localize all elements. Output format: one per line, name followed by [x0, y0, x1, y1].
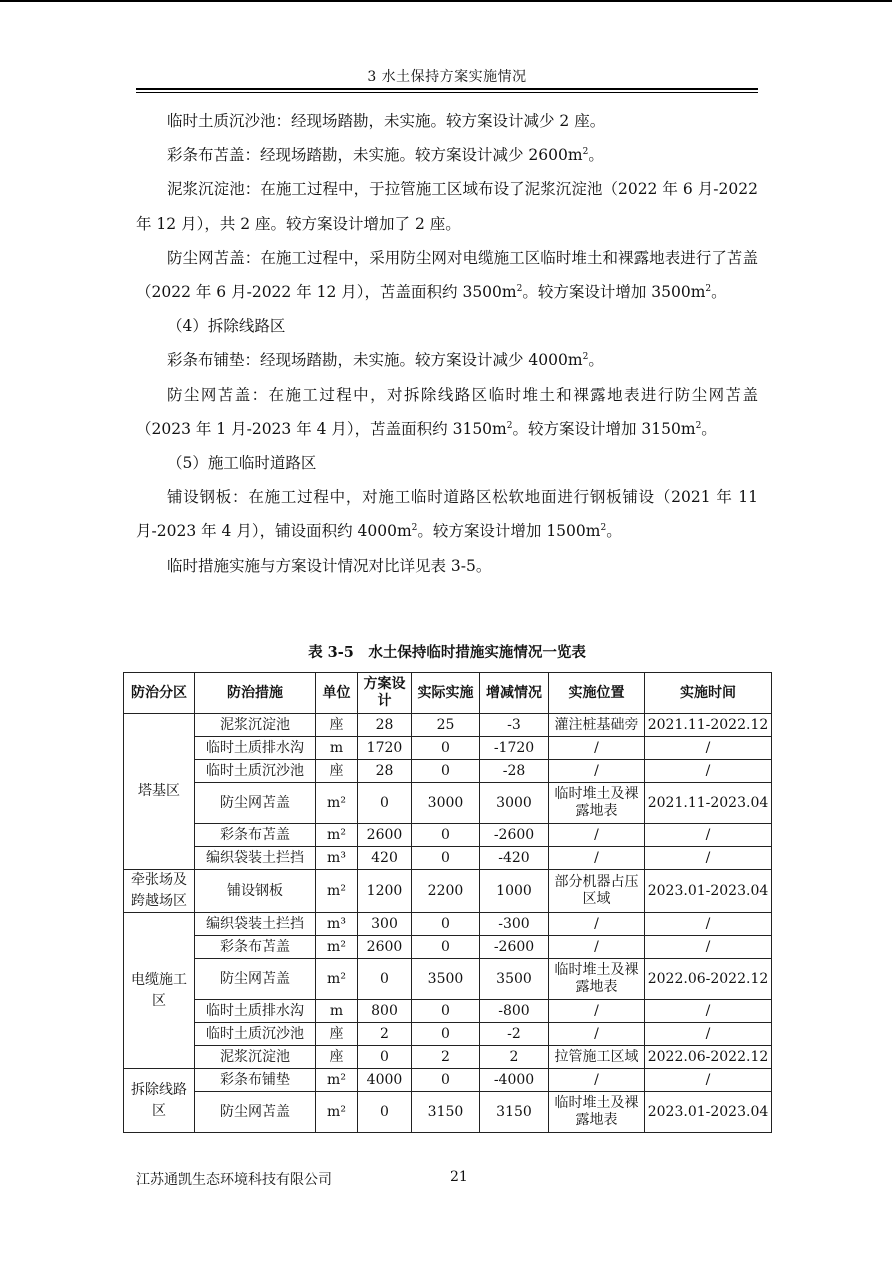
paragraph-dust-net-cable: 防尘网苫盖：在施工过程中，采用防尘网对电缆施工区临时堆土和裸露地表进行了苫盖（2022 年 6 月-2022 年 12 月），苫盖面积约 $3500m^2$。较方案设计增加 $3500m^2$。 [136, 248, 758, 302]
table-row [124, 959, 772, 1000]
location-cell: / [549, 913, 645, 936]
header-cell: 实施时间 [645, 673, 772, 714]
table-row [124, 714, 772, 737]
unit-cell: 座 [316, 1023, 358, 1046]
table-row [124, 737, 772, 760]
table-row [124, 783, 772, 824]
plan-cell: 0 [358, 1092, 412, 1133]
paragraph-dust-net-removal: 防尘网苫盖：在施工过程中，对拆除线路区临时堆土和裸露地表进行防尘网苫盖（2023 年 1 月-2023 年 4 月），苫盖面积约 $3150m^2$。较方案设计增加 $3150m^2$。 [136, 385, 758, 438]
actual-cell: 0 [412, 737, 480, 760]
location-cell: 拉管施工区域 [549, 1046, 645, 1069]
actual-cell: 2200 [412, 870, 480, 913]
table-row [124, 913, 772, 936]
time-cell: / [645, 847, 772, 870]
time-cell: / [645, 760, 772, 783]
measure-cell: 临时土质排水沟 [195, 737, 316, 760]
location-cell: / [549, 1000, 645, 1023]
time-cell: 2021.11-2023.04 [645, 783, 772, 824]
plan-cell: 28 [358, 714, 412, 737]
plan-cell: 2600 [358, 824, 412, 847]
time-cell: / [645, 913, 772, 936]
location-cell: 临时堆土及裸露地表 [549, 959, 645, 1000]
location-cell: / [549, 824, 645, 847]
header-cell: 方案设计 [358, 673, 412, 714]
change-cell: -4000 [480, 1069, 549, 1092]
time-cell: 2023.01-2023.04 [645, 870, 772, 913]
actual-cell: 3150 [412, 1092, 480, 1133]
table-row [124, 1092, 772, 1133]
time-cell: / [645, 1023, 772, 1046]
unit-cell: m² [316, 783, 358, 824]
change-cell: -300 [480, 913, 549, 936]
unit-cell: m² [316, 824, 358, 847]
unit-cell: 座 [316, 1046, 358, 1069]
footer-company: 江苏通凯生态环境科技有限公司 [136, 1172, 332, 1188]
actual-cell: 0 [412, 1023, 480, 1046]
change-cell: 2 [480, 1046, 549, 1069]
time-cell: / [645, 824, 772, 847]
measure-cell: 铺设钢板 [195, 870, 316, 913]
unit-cell: m² [316, 870, 358, 913]
location-cell: 灌注桩基础旁 [549, 714, 645, 737]
measure-cell: 彩条布铺垫 [195, 1069, 316, 1092]
paragraph-mud-pit: 泥浆沉淀池：在施工过程中，于拉管施工区域布设了泥浆沉淀池（2022 年 6 月-2022 年 12 月），共 2 座。较方案设计增加了 2 座。 [136, 180, 758, 233]
location-cell: 临时堆土及裸露地表 [549, 1092, 645, 1133]
location-cell: / [549, 1069, 645, 1092]
change-cell: -2 [480, 1023, 549, 1046]
change-cell: -420 [480, 847, 549, 870]
unit-cell: m² [316, 1069, 358, 1092]
time-cell: / [645, 737, 772, 760]
time-cell: 2023.01-2023.04 [645, 1092, 772, 1133]
location-cell: / [549, 737, 645, 760]
location-cell: / [549, 760, 645, 783]
unit-cell: m³ [316, 847, 358, 870]
actual-cell: 0 [412, 936, 480, 959]
unit-cell: 座 [316, 760, 358, 783]
plan-cell: 1200 [358, 870, 412, 913]
table-caption: 表 3-5 水土保持临时措施实施情况一览表 [308, 644, 586, 661]
plan-cell: 420 [358, 847, 412, 870]
unit-cell: m² [316, 959, 358, 1000]
measure-cell: 临时土质沉沙池 [195, 1023, 316, 1046]
change-cell: -800 [480, 1000, 549, 1023]
location-cell: / [549, 847, 645, 870]
time-cell: / [645, 1000, 772, 1023]
actual-cell: 0 [412, 824, 480, 847]
body-text [136, 104, 758, 583]
unit-cell: m [316, 737, 358, 760]
unit-cell: m² [316, 936, 358, 959]
measures-table [123, 672, 772, 1133]
plan-cell: 1720 [358, 737, 412, 760]
header-rule-thin [136, 92, 758, 93]
plan-cell: 2600 [358, 936, 412, 959]
zone-cell: 塔基区 [124, 714, 195, 870]
table-row [124, 1000, 772, 1023]
location-cell: / [549, 1023, 645, 1046]
unit-cell: 座 [316, 714, 358, 737]
table-row [124, 847, 772, 870]
actual-cell: 2 [412, 1046, 480, 1069]
actual-cell: 0 [412, 1069, 480, 1092]
location-cell: 临时堆土及裸露地表 [549, 783, 645, 824]
measure-cell: 彩条布苫盖 [195, 824, 316, 847]
time-cell: 2022.06-2022.12 [645, 959, 772, 1000]
plan-cell: 4000 [358, 1069, 412, 1092]
header-rule-thick [136, 88, 758, 90]
time-cell: / [645, 1069, 772, 1092]
paragraph-table-reference: 临时措施实施与方案设计情况对比详见表 3-5。 [167, 556, 492, 575]
top-border [0, 0, 892, 2]
plan-cell: 300 [358, 913, 412, 936]
change-cell: 3150 [480, 1092, 549, 1133]
header-cell: 增减情况 [480, 673, 549, 714]
actual-cell: 25 [412, 714, 480, 737]
plan-cell: 0 [358, 959, 412, 1000]
zone-cell: 拆除线路区 [124, 1069, 195, 1133]
measure-cell: 泥浆沉淀池 [195, 1046, 316, 1069]
plan-cell: 0 [358, 783, 412, 824]
measure-cell: 编织袋装土拦挡 [195, 847, 316, 870]
measure-cell: 防尘网苫盖 [195, 1092, 316, 1133]
change-cell: 3000 [480, 783, 549, 824]
table-row [124, 936, 772, 959]
plan-cell: 800 [358, 1000, 412, 1023]
measure-cell: 彩条布苫盖 [195, 936, 316, 959]
unit-cell: m² [316, 1092, 358, 1133]
change-cell: -1720 [480, 737, 549, 760]
table-header-row [124, 673, 772, 714]
change-cell: -2600 [480, 936, 549, 959]
table-row [124, 870, 772, 913]
measure-cell: 泥浆沉淀池 [195, 714, 316, 737]
header-cell: 实际实施 [412, 673, 480, 714]
change-cell: 3500 [480, 959, 549, 1000]
paragraph-tarp-pad: 彩条布铺垫：经现场踏勘，未实施。较方案设计减少 $4000m^2$。 [167, 351, 604, 370]
actual-cell: 3500 [412, 959, 480, 1000]
time-cell: 2022.06-2022.12 [645, 1046, 772, 1069]
change-cell: 1000 [480, 870, 549, 913]
section-heading-road: （5）施工临时道路区 [167, 454, 317, 473]
measure-cell: 防尘网苫盖 [195, 783, 316, 824]
measure-cell: 编织袋装土拦挡 [195, 913, 316, 936]
change-cell: -28 [480, 760, 549, 783]
plan-cell: 28 [358, 760, 412, 783]
unit-cell: m³ [316, 913, 358, 936]
header-cell: 实施位置 [549, 673, 645, 714]
header-cell: 防治分区 [124, 673, 195, 714]
table-row [124, 824, 772, 847]
actual-cell: 3000 [412, 783, 480, 824]
change-cell: -2600 [480, 824, 549, 847]
actual-cell: 0 [412, 913, 480, 936]
measure-cell: 临时土质沉沙池 [195, 760, 316, 783]
paragraph-steel-plate: 铺设钢板：在施工过程中，对施工临时道路区松软地面进行钢板铺设（2021 年 11 月-2023 年 4 月），铺设面积约 $4000m^2$。较方案设计增加 $1500m^2$。 [136, 488, 758, 541]
measure-cell: 防尘网苫盖 [195, 959, 316, 1000]
actual-cell: 0 [412, 847, 480, 870]
zone-cell: 电缆施工区 [124, 913, 195, 1069]
actual-cell: 0 [412, 1000, 480, 1023]
unit-cell: m [316, 1000, 358, 1023]
table-row [124, 1046, 772, 1069]
change-cell: -3 [480, 714, 549, 737]
paragraph-sediment-pit: 临时土质沉沙池：经现场踏勘，未实施。较方案设计减少 2 座。 [167, 112, 606, 130]
actual-cell: 0 [412, 760, 480, 783]
running-header: 3 水土保持方案实施情况 [367, 69, 527, 85]
table-row [124, 1023, 772, 1046]
page-number: 21 [450, 1169, 468, 1185]
time-cell: 2021.11-2022.12 [645, 714, 772, 737]
measure-cell: 临时土质排水沟 [195, 1000, 316, 1023]
location-cell: / [549, 936, 645, 959]
table-row [124, 1069, 772, 1092]
location-cell: 部分机器占压区域 [549, 870, 645, 913]
table-row [124, 760, 772, 783]
plan-cell: 0 [358, 1046, 412, 1069]
plan-cell: 2 [358, 1023, 412, 1046]
header-cell: 防治措施 [195, 673, 316, 714]
time-cell: / [645, 936, 772, 959]
paragraph-tarp-cover: 彩条布苫盖：经现场踏勘，未实施。较方案设计减少 $2600m^2$。 [167, 146, 604, 165]
header-cell: 单位 [316, 673, 358, 714]
section-heading-removal: （4）拆除线路区 [167, 317, 286, 336]
zone-cell: 牵张场及跨越场区 [124, 870, 195, 913]
